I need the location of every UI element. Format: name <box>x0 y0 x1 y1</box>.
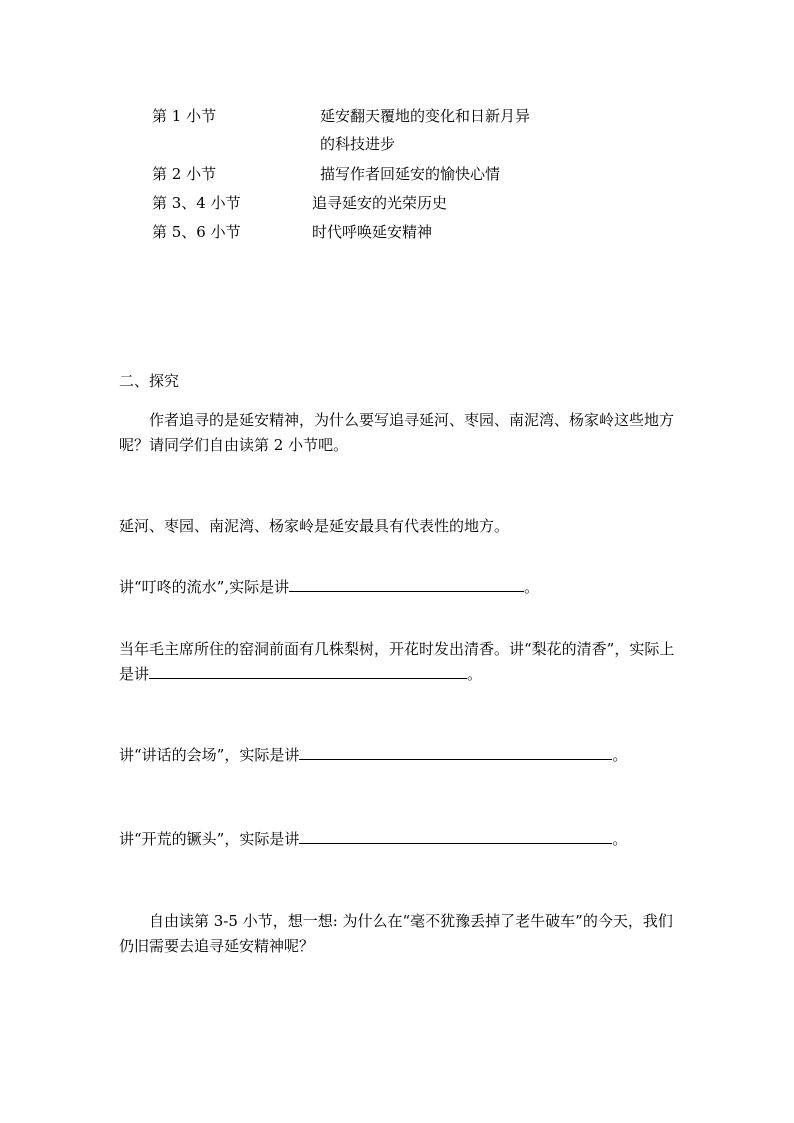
fill-blank-3-suffix: 。 <box>612 746 628 764</box>
fill-blank-2 <box>119 637 679 687</box>
fill-blank-3-line[interactable] <box>299 745 612 760</box>
fill-blank-4 <box>119 829 627 849</box>
outline-section-4: 第 5、6 小节 <box>152 223 241 241</box>
fill-blank-2-line[interactable] <box>149 664 467 679</box>
fill-blank-2-text: 当年毛主席所住的窑洞前面有几株梨树，开花时发出清香。讲“梨花的清香”，实际上是讲 <box>119 640 675 683</box>
fill-blank-2-suffix: 。 <box>467 665 483 683</box>
outline-desc-4: 时代呼唤延安精神 <box>312 223 433 241</box>
outline-section-1: 第 1 小节 <box>152 107 217 125</box>
section-heading: 二、探究 <box>119 372 180 390</box>
fill-blank-1-line[interactable] <box>289 577 524 592</box>
question-2: 自由读第 3-5 小节，想一想: 为什么在“毫不犹豫丢掉了老牛破车”的今天，我们仍旧需要去追寻延安精神呢？ <box>119 912 673 955</box>
fill-blank-3 <box>119 745 627 765</box>
outline-section-3: 第 3、4 小节 <box>152 194 241 212</box>
fill-blank-3-prefix: 讲“讲话的会场”，实际是讲 <box>119 746 300 764</box>
outline-section-2: 第 2 小节 <box>152 165 217 183</box>
fill-blank-1-suffix: 。 <box>524 578 540 596</box>
fill-blank-1 <box>119 577 539 597</box>
fill-blank-4-line[interactable] <box>299 829 612 844</box>
outline-desc-1-line-2: 的科技进步 <box>320 135 396 153</box>
fill-blank-4-suffix: 。 <box>612 830 628 848</box>
outline-desc-2: 描写作者回延安的愉快心情 <box>320 165 501 183</box>
outline-desc-1-line-1: 延安翻天覆地的变化和日新月异 <box>320 107 531 125</box>
question-1: 作者追寻的是延安精神，为什么要写追寻延河、枣园、南泥湾、杨家岭这些地方呢？请同学们自由读第 2 小节吧。 <box>119 411 675 454</box>
statement: 延河、枣园、南泥湾、杨家岭是延安最具有代表性的地方。 <box>119 517 510 535</box>
fill-blank-4-prefix: 讲“开荒的镢头”，实际是讲 <box>119 830 300 848</box>
fill-blank-1-prefix: 讲“叮咚的流水”,实际是讲 <box>119 578 290 596</box>
outline-desc-3: 追寻延安的光荣历史 <box>312 194 448 212</box>
